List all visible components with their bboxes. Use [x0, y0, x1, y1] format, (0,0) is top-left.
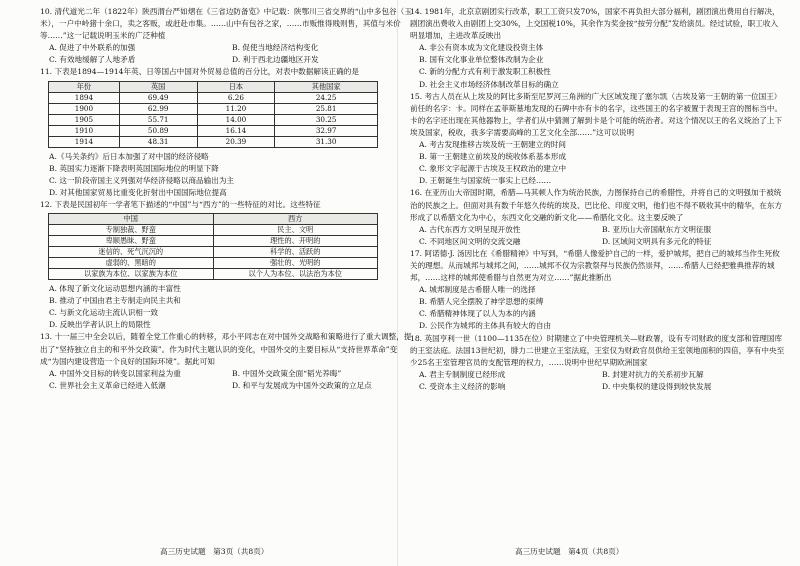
table-cell: 1914 [49, 136, 120, 147]
table-cell: 24.25 [275, 92, 378, 103]
question-13 [40, 331, 415, 391]
q13-options [40, 368, 415, 392]
option: A. 促进了中外联系的加强 [49, 43, 136, 53]
q14-options [410, 42, 785, 90]
option: B. 希腊人完全摆脱了神学思想的束缚 [419, 297, 544, 307]
table-row [49, 247, 378, 258]
q18-stem: 18. 英国亨利一世（1100—1135在位）时期建立了中央管理机关—财政署，设有专司财政的度支部和管理国库的王室法庭。法国13世纪初，腓力二世建立王室法庭，王室仅为财政官员供给王室领地面积的四倍，享有中央至少25名王室管理官员的支配管理的权力，……说明中世纪早期欧洲国家 [410, 333, 785, 367]
option: B. 推动了中国由君主专制走向民主共和 [49, 296, 181, 306]
option: D. 社会主义市场经济体制改革目标的确立 [419, 79, 559, 89]
q16-stem: 16. 在亚历山大帝国时期，希腊—马其顿人作为统治民族，力图保持自己的希腊性，并将自己的文明强加于被统治的民族之上。但面对具有数千年悠久传统的埃及、巴比伦、印度文明，他们也不得不吸收其中的精华，在东方形成了以希腊文化为中心，东西文化交融的新文化——希腊化文化。这主要反映了 [410, 188, 783, 222]
option: D. 公民作为城邦的主体具有较大的自由 [419, 321, 552, 331]
table-cell: 1910 [49, 125, 120, 136]
table-cell: 以家族为本位、以家族为本位 [49, 269, 214, 280]
page-footer-left: 高三历史试题 第3页（共8页） [160, 547, 269, 556]
option: D. 中央集权的建设得到较快发展 [602, 381, 712, 391]
table-row [49, 258, 378, 269]
q14-stem: 14. 1981年，北京京剧团实行改革，职工工资只发70%，国家不再负担大部分福利，剧团演出费用自行解决，剧团演出费收入由剧团上交30%，上交国税10%，其余作为奖金按“按劳分配”发给演员。经过试验，职工收入明显增加，主进改革反映出 [410, 7, 780, 41]
table-cell: 虚弱的、黑暗的 [49, 258, 214, 269]
q10-stem: 10. 清代道光二年（1822年）陕西渭台严如熠在《三省边防备览》中记载：陕鄂川三省交界的“山中多包谷（玉米），一户中岭猪十余口，卖之客贩，或赶赴市集。……山中有包谷之家，……市贩惟得贱则售，其值与米价等……”这一记载说明玉米的广泛种植 [40, 7, 412, 41]
option: C. 有效地缓解了人地矛盾 [49, 55, 136, 65]
q15-stem: 15. 考古人员在从上埃及的阿比多斯至尼罗河三角洲的广大区域发现了塞尔凯（古埃及第一王朝的第一位国王）前任的名字：卡。同样在孟菲斯墓地发现的石碑中亦有卡的名字，这些国王的名字被置于表现王宫的图标当中。卡的名字还出现在其他器物上，学者们从中猜测了解到卡是个可能的统治者。对这个情况以王的名义统治了上下埃及国家，税收，我多字需要高峰的工艺文化全部……”这可以说明 [410, 91, 783, 137]
table-cell: 32.97 [275, 125, 378, 136]
table-cell: 1894 [49, 92, 120, 103]
table-header: 西方 [213, 214, 378, 225]
table-header: 英国 [119, 81, 197, 92]
option: A. 君主专制制度已经形成 [419, 369, 506, 379]
q17-options [410, 284, 785, 332]
option: A. 中国外交目标的转变以国家利益为重 [49, 368, 181, 378]
table-cell: 62.99 [119, 103, 197, 114]
question-17 [410, 248, 785, 333]
table-cell: 强壮的、光明的 [213, 258, 378, 269]
option: B. 英国实力逐渐下降表明英国国际地位的明显下降 [49, 163, 219, 173]
table-cell: 30.25 [275, 114, 378, 125]
table-cell: 科学的、活跃的 [213, 247, 378, 258]
option: C. 不同地区间文明的交流交融 [419, 236, 521, 246]
option: A.《马关条约》后日本加强了对中国的经济侵略 [49, 151, 209, 161]
trade-table [48, 81, 378, 148]
table-cell: 50.89 [119, 125, 197, 136]
comparison-table [48, 213, 378, 280]
question-15 [410, 91, 785, 188]
table-cell: 以个人为本位、以法治为本位 [213, 269, 378, 280]
table-row [49, 225, 378, 236]
table-cell: 1900 [49, 103, 120, 114]
question-10 [40, 6, 415, 66]
table-row [49, 114, 378, 125]
table-cell: 31.30 [275, 136, 378, 147]
option: C. 象形文字起源于古埃及王权政治的建立中 [419, 164, 567, 174]
q16-options [410, 224, 785, 248]
table-row [49, 236, 378, 247]
option: D. 和平与发展成为中国外交政策的立足点 [232, 380, 372, 390]
option: B. 促使当地经济结构变化 [232, 43, 319, 53]
table-row [49, 125, 378, 136]
option: B. 封建对抗力的关系初步瓦解 [602, 369, 704, 379]
left-column [40, 6, 415, 392]
option: C. 新的分配方式有利于激发职工积极性 [419, 67, 551, 77]
question-11 [40, 66, 415, 198]
q17-stem: 17. 阿诺德·J. 汤因比在《希腊精神》中写到，“希腊人像爱护自己的一样，爱护城邦，把自己的城邦当作生死攸关的理想。从而城邦与城邦之间，……城邦不仅为宗教祭拜与民族仍然崇拜，……希腊人已经把雅典推荐的城邦，……这样的城邦使希腊与自然更为对立……”据此推断出 [410, 248, 780, 283]
table-header-row [49, 214, 378, 225]
option: B. 国有文化事业单位整体改制为企业 [419, 55, 544, 65]
table-cell: 55.71 [119, 114, 197, 125]
option: A. 城邦制度是古希腊人唯一的选择 [419, 285, 536, 295]
option: D. 反映出学者认识上的局限性 [49, 320, 151, 330]
table-header: 年份 [49, 81, 120, 92]
option: C. 世界社会主义革命已经进入低潮 [49, 380, 166, 390]
question-18 [410, 333, 785, 393]
table-cell: 11.20 [197, 103, 275, 114]
option: C. 希腊精神体现了以人为本的内涵 [419, 309, 536, 319]
option: D. 对其他国家贸易比重变化折射出中国国际地位提高 [49, 187, 227, 197]
table-header: 中国 [49, 214, 214, 225]
table-cell: 民主、文明 [213, 225, 378, 236]
table-cell: 专制独裁、野蛮 [49, 225, 214, 236]
table-cell: 25.81 [275, 103, 378, 114]
table-cell: 20.39 [197, 136, 275, 147]
question-12 [40, 199, 415, 331]
table-row [49, 103, 378, 114]
q11-stem: 11. 下表是1894—1914年英、日等国占中国对外贸易总值的百分比，对表中数据解读正确的是 [40, 67, 359, 77]
q11-options [40, 151, 415, 199]
q12-stem: 12. 下表是民国初年一学者笔下描述的“中国”与“西方”的一些特征的对比。这些特征 [40, 199, 321, 209]
right-column [410, 6, 785, 393]
option: A. 古代东西方文明呈现开放性 [419, 224, 521, 234]
option: D. 利于西北边疆地区开发 [232, 55, 319, 65]
table-header: 日本 [197, 81, 275, 92]
table-cell: 69.49 [119, 92, 197, 103]
option: B. 亚历山大帝国献东方文明征服 [602, 224, 712, 234]
table-cell: 卑顺愚昧、野蛮 [49, 236, 214, 247]
option: B. 中国外交政策全面“韬光养晦” [232, 368, 342, 378]
option: A. 体现了新文化运动思想内涵的丰富性 [49, 284, 181, 294]
option: D. 区域间文明具有多元化的特征 [602, 236, 712, 246]
table-row [49, 136, 378, 147]
q13-stem: 13. 十一届三中全会以后，随着全党工作重心的转移，邓小平同志在对中国外交战略和策略进行了重大调整，提出了“坚持独立自主的和平外交政策”。作为时代主题认识的变化，中国外交的主要目标从“支持世界革命”变成“为国内建设营造一个良好的国际环境”。据此可知 [40, 332, 412, 366]
table-header-row [49, 81, 378, 92]
q10-options [40, 42, 415, 66]
option: A. 非公有资本成为文化建设投资主体 [419, 43, 544, 53]
option: C. 这一阶段帝国主义列强对华经济侵略以商品输出为主 [49, 175, 235, 185]
q12-options [40, 283, 415, 331]
option: C. 与新文化运动主流认识相一致 [49, 308, 159, 318]
option: C. 受资本主义经济的影响 [419, 381, 506, 391]
option: D. 王朝诞生与国家统一事实上已经…… [419, 176, 552, 186]
table-cell: 理性的、开明的 [213, 236, 378, 247]
table-header: 其他国家 [275, 81, 378, 92]
table-cell: 迷信的、死气沉沉的 [49, 247, 214, 258]
table-cell: 1905 [49, 114, 120, 125]
page-footer-right: 高三历史试题 第4页（共8页） [515, 547, 624, 556]
question-16 [410, 187, 785, 247]
table-cell: 48.31 [119, 136, 197, 147]
q18-options [410, 369, 785, 393]
table-row [49, 269, 378, 280]
table-row [49, 92, 378, 103]
option: A. 考古发现推移古埃及统一王朝建立的时间 [419, 140, 566, 150]
table-cell: 16.14 [197, 125, 275, 136]
q15-options [410, 139, 785, 187]
table-cell: 14.00 [197, 114, 275, 125]
question-14 [410, 6, 785, 91]
table-cell: 6.26 [197, 92, 275, 103]
option: B. 第一王朝建立前埃及的统收体系基本形成 [419, 152, 567, 162]
